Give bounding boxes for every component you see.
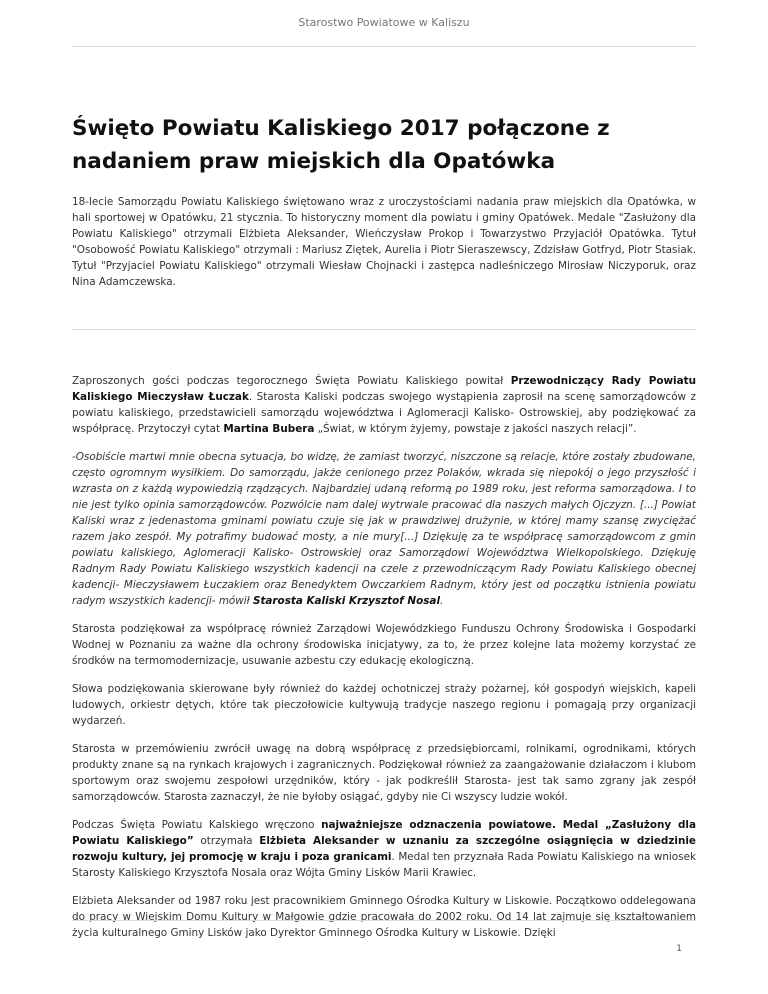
document-header: Starostwo Powiatowe w Kaliszu bbox=[298, 16, 470, 29]
text-run: otrzymała bbox=[193, 835, 260, 847]
text-run: . Starosta Kaliski podczas swojego wystąpienia zaprosił na scenę samorządowców z powiatu kaliskiego, przedstawicieli samorządu województwa i Aglomeracji Kalisko- Ostrowskiej, aby podziękować za współpracę. Przytoczył cytat bbox=[72, 391, 696, 435]
quote-text: -Osobiście martwi mnie obecna sytuacja, bo widzę, że zamiast tworzyć, niszczone są relacje, które zostały zbudowane, często ogromnym wysiłkiem. Do samorządu, jakże cenionego przez Polaków, wkrada się niepokój o jego przyszłość i wzrasta on z każdą wypowiedzią rządzących. Najbardziej udaną reformą po 1989 roku, jest reforma samorządowa. I to nie jest tylko opinia samorządowców. Pozwólcie nam dalej wytrwale pracować dla naszych małych Ojczyzn. [...] Powiat Kaliski wraz z jedenastoma gminami powiatu czuje się jak w prawdziwej drużynie, w której mamy szansę zwyciężać razem jako zespół. My potrafimy budować mosty, a nie mury[...] Dziękuję za te współpracę samorządowcom z gmin powiatu kaliskiego, Aglomeracji Kalisko- Ostrowskiej oraz Samorządowi Województwa Wielkopolskiego. Dziękuję Radnym Rady Powiatu Kaliskiego wszystkich kadencji na czele z przewodniczącym Rady Powiatu Kaliskiego obecnej kadencji- Mieczysławem Łuczakiem oraz Benedyktem Owczarkiem Radnym, który jest od początku istnienia powiatu radym wszystkich kadencji- mówił bbox=[72, 451, 696, 607]
text-run: Podczas Święta Powiatu Kalskiego wręczono bbox=[72, 819, 322, 831]
bold-name-chairman: Przewodniczący Rady Powiatu Kaliskiego Mieczysław Łuczak bbox=[72, 375, 696, 403]
text-run: Zaproszonych gości podczas tegorocznego Święta Powiatu Kaliskiego powitał bbox=[72, 375, 511, 387]
paragraph-thanks-wfos: Starosta podziękował za współpracę również Zarządowi Wojewódzkiego Funduszu Ochrony Środowiska i Gospodarki Wodnej w Poznaniu za ważne dla ochrony środowiska inicjatywy, za to, że przez kolejne lata możemy korzystać ze środków na termomodernizacje, usuwanie azbestu czy edukację ekologiczną. bbox=[72, 623, 696, 667]
section-divider bbox=[72, 329, 696, 330]
footer-divider bbox=[72, 920, 696, 921]
text-run: . Medal ten przyznała Rada Powiatu Kaliskiego na wniosek Starosty Kaliskiego Krzysztofa Nosala oraz Wójta Gminy Lisków Marii Krawiec. bbox=[72, 851, 696, 879]
text-run: . bbox=[440, 595, 444, 607]
article-body bbox=[72, 373, 696, 953]
bold-award-recipient: Elżbieta Aleksander w uznaniu za szczególne osiągnięcia w dziedzinie rozwoju kultury, jej promocję w kraju i poza granicami bbox=[72, 835, 696, 863]
header-divider bbox=[72, 46, 696, 47]
bold-name-starosta: Starosta Kaliski Krzysztof Nosal bbox=[252, 595, 441, 607]
paragraph-thanks-organizations: Słowa podziękowania skierowane były również do każdej ochotniczej straży pożarnej, kół gospodyń wiejskich, kapeli ludowych, orkiestr dętych, które tak pieczołowicie kultywują tradycje naszego regionu i pomagają przy organizacji wydarzeń. bbox=[72, 683, 696, 727]
bold-award-name: najważniejsze odznaczenia powiatowe. Medal „Zasłużony dla Powiatu Kaliskiego” bbox=[72, 819, 696, 847]
article-title: Święto Powiatu Kaliskiego 2017 połączone z nadaniem praw miejskich dla Opatówka bbox=[72, 116, 610, 174]
bold-name-buber: Martina Bubera bbox=[223, 423, 315, 435]
page-number: 1 bbox=[676, 944, 682, 954]
paragraph-awards bbox=[72, 817, 696, 881]
paragraph-cooperation: Starosta w przemówieniu zwrócił uwagę na dobrą współpracę z przedsiębiorcami, rolnikami, ogrodnikami, których produkty znane są na rynkach krajowych i zagranicznych. Podziękował również za zaangażowanie działaczom i klubom sportowym oraz swojemu zespołowi urzędników, który - jak podkreślił Starosta- jest tak samo zgrany jak zespół samorządowców. Starosta zaznaczył, że nie byłoby osiągać, gdyby nie Ci wszyscy ludzie wokół. bbox=[72, 743, 696, 803]
paragraph-quote bbox=[72, 449, 696, 609]
paragraph-welcome bbox=[72, 373, 696, 437]
paragraph-biography: Elżbieta Aleksander od 1987 roku jest pracownikiem Gminnego Ośrodka Kultury w Liskowie. Początkowo oddelegowana do pracy w Wiejskim Domu Kultury w Małgowie gdzie pracowała do 2002 roku. Od 14 lat zajmuje się kształtowaniem życia kulturalnego Gminy Lisków jako Dyrektor Gminnego Ośrodka Kultury w Liskowie. Dzięki bbox=[72, 895, 696, 939]
article-lead: 18-lecie Samorządu Powiatu Kaliskiego świętowano wraz z uroczystościami nadania praw miejskich dla Opatówka, w hali sportowej w Opatówku, 21 stycznia. To historyczny moment dla powiatu i gminy Opatówek. Medale "Zasłużony dla Powiatu Kaliskiego" otrzymali Elżbieta Aleksander, Wieńczysław Prokop i Towarzystwo Przyjaciół Opatówka. Tytuł "Osobowość Powiatu Kaliskiego" otrzymali : Mariusz Ziętek, Aurelia i Piotr Sieraszewscy, Zdzisław Gotfryd, Piotr Stasiak. Tytuł "Przyjaciel Powiatu Kaliskiego" otrzymali Wiesław Chojnacki i zastępca nadleśniczego Mirosław Niczyporuk, oraz Nina Adamczewska. bbox=[72, 196, 697, 288]
text-run: „Świat, w którym żyjemy, powstaje z jakości naszych relacji”. bbox=[314, 423, 637, 435]
